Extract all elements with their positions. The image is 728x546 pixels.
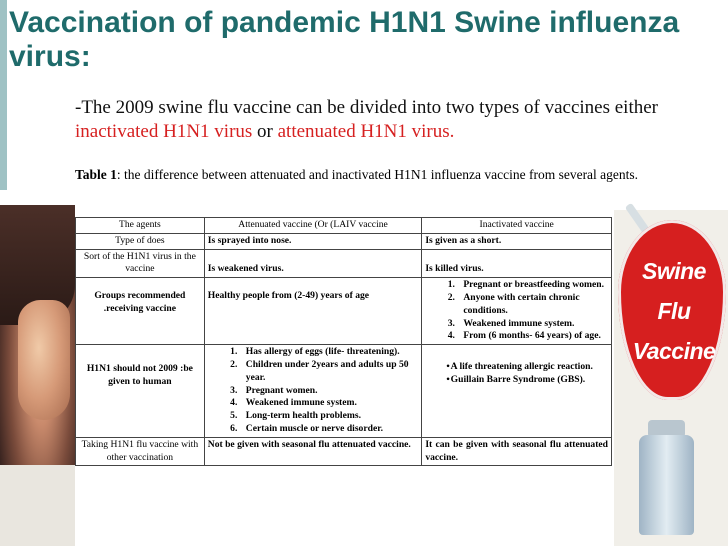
table-caption (75, 166, 713, 184)
attenuated-contraindications-list (208, 346, 419, 436)
list-item: 3. Weakened immune system. (457, 318, 608, 331)
list-item: 2. Children under 2years and adults up 50 year. (240, 359, 419, 385)
list-item: 5. Long-term health problems. (240, 410, 419, 423)
table-row (76, 345, 612, 438)
row-inactivated: It can be given with seasonal flu attenuated vaccine. (422, 437, 612, 466)
row-inactivated: Is killed virus. (422, 249, 612, 278)
list-item: 2. Anyone with certain chronic conditions. (457, 292, 608, 318)
photo-shirt (0, 465, 75, 546)
vaccine-type-inactivated: inactivated H1N1 virus (75, 121, 253, 142)
row-agent: Sort of the H1N1 virus in the vaccine (76, 249, 205, 278)
list-item: 3. Pregnant women. (240, 385, 419, 398)
inactivated-contraindications-list (434, 361, 608, 387)
vaccine-type-attenuated: attenuated H1N1 virus. (277, 121, 455, 142)
accent-bar (0, 0, 7, 190)
caption-label: Table 1 (75, 167, 117, 182)
swine-flu-vaccine-badge (618, 220, 726, 400)
row-inactivated (422, 278, 612, 345)
header-attenuated: Attenuated vaccine (Or (LAIV vaccine (204, 218, 422, 234)
row-agent: Taking H1N1 flu vaccine with other vaccination (76, 437, 205, 466)
list-item: • Guillain Barre Syndrome (GBS). (450, 374, 608, 387)
row-attenuated (204, 345, 422, 438)
table-row (76, 278, 612, 345)
badge-line-2: Flu (657, 298, 691, 324)
row-attenuated: Is weakened virus. (204, 249, 422, 278)
inactivated-groups-list (425, 279, 608, 343)
list-item: 4. Weakened immune system. (240, 397, 419, 410)
crying-child-photo (0, 205, 75, 546)
photo-face (18, 300, 70, 420)
table-row (76, 249, 612, 278)
vaccine-photo (614, 210, 728, 546)
row-inactivated (422, 345, 612, 438)
table-row (76, 437, 612, 466)
intro-prefix: -The 2009 swine flu vaccine can be divided into two types of vaccines either (75, 97, 658, 118)
badge-line-3: Vaccine (632, 338, 716, 364)
slide-title: Vaccination of pandemic H1N1 Swine influenza virus: (9, 6, 680, 73)
list-item: 1. Has allergy of eggs (life- threatening). (240, 346, 419, 359)
badge-line-1: Swine (642, 258, 706, 284)
row-inactivated: Is given as a short. (422, 233, 612, 249)
caption-text: : the difference between attenuated and inactivated H1N1 influenza vaccine from several agents. (116, 167, 639, 182)
row-attenuated: Is sprayed into nose. (204, 233, 422, 249)
row-agent: Groups recommended .receiving vaccine (76, 278, 205, 345)
row-attenuated: Not be given with seasonal flu attenuated vaccine. (204, 437, 422, 466)
table-row (76, 233, 612, 249)
header-agents: The agents (76, 218, 205, 234)
vaccine-vial-icon (639, 435, 694, 535)
list-item: 1. Pregnant or breastfeeding women. (457, 279, 608, 292)
list-item: 6. Certain muscle or nerve disorder. (240, 423, 419, 436)
intro-paragraph (75, 96, 715, 144)
intro-connector: or (252, 121, 278, 142)
header-inactivated: Inactivated vaccine (422, 218, 612, 234)
row-attenuated: Healthy people from (2-49) years of age (204, 278, 422, 345)
row-agent: H1N1 should not 2009 :be given to human (76, 345, 205, 438)
comparison-table (75, 217, 612, 466)
list-item: 4. From (6 months- 64 years) of age. (457, 330, 608, 343)
row-agent: Type of does (76, 233, 205, 249)
table-header-row (76, 218, 612, 234)
list-item: • A life threatening allergic reaction. (450, 361, 608, 374)
